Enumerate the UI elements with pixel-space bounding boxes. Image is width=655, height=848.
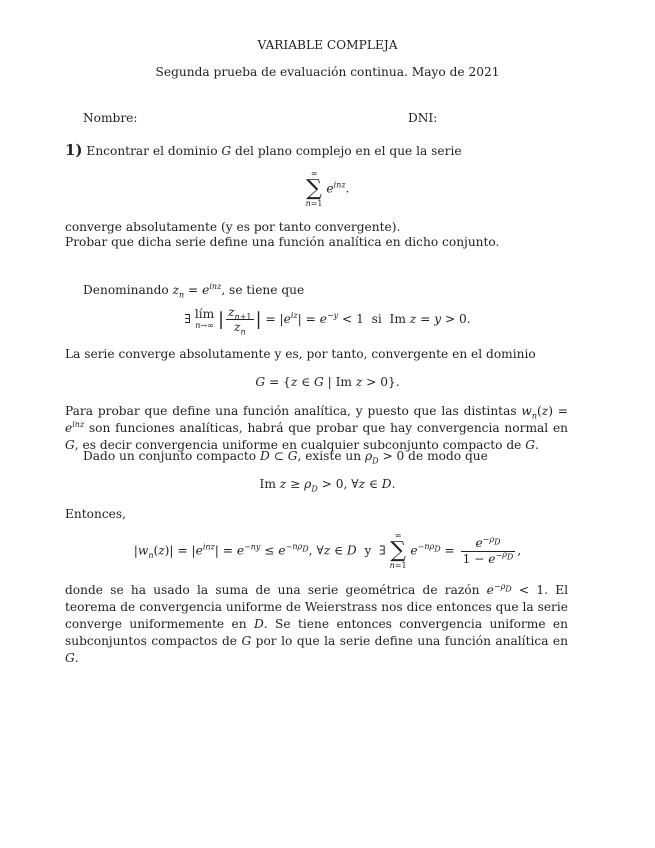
solution-p5: Entonces, [65, 507, 126, 521]
problem-statement-line1 [65, 140, 462, 161]
document-subtitle: Segunda prueba de evaluación continua. Mayo de 2021 [155, 65, 500, 79]
solution-p1: Denominando $z_n = e^{inz}$, se tiene que [83, 281, 305, 300]
problem-text-1: Encontrar el dominio G del plano complejo en el que la serie [86, 144, 462, 158]
document-title: VARIABLE COMPLEJA [257, 38, 398, 52]
solution-p6: donde se ha usado la suma de una serie geométrica de razón $e^{-\rho_D} < 1$. El teorema de convergencia uniforme de Weierstrass nos dice entonces que la serie converge uniformemente en D. Se tiene entonces convergencia uniforme en subconjuntos compactos de G por lo que la serie define una función analítica en G. [65, 581, 568, 666]
ratio-test-equation: ∃ lím n→∞ | $\frac{z_{n+1}}{z_n}$ | = $|e^{iz}| = e^{-y} < 1$ si Im z = y > 0. [184, 305, 471, 337]
weierstrass-bound-equation: $|w_n(z)| = |e^{inz}| = e^{-ny} \le e^{-n\rho_D}$, ∀z ∈ D y ∃ ∞ ∑ n=1 $e^{-n\rho_D}$ = $\frac{e^{-\rho_D}}{1 - e^{-\rho_D}}$ , [133, 531, 522, 570]
solution-p4: Dado un conjunto compacto D ⊂ G, existe un $\rho_D > 0$ de modo que [83, 449, 488, 466]
problem-text-2: converge absolutamente (y es por tanto convergente). [65, 220, 401, 234]
solution-p3: Para probar que define una función analítica, y puesto que las distintas $w_n(z) = e^{inz}$ son funciones analíticas, habrá que probar que hay convergencia normal en G, es decir convergencia uniforme en cualquier subconjunto compacto de G. [65, 404, 568, 453]
solution-p2: La serie converge absolutamente y es, por tanto, convergente en el dominio [65, 347, 536, 361]
name-label: Nombre: [83, 111, 138, 125]
problem-text-3: Probar que dicha serie define una función analítica en dicho conjunto. [65, 235, 500, 249]
problem-number: 1) [65, 141, 83, 159]
compact-bound-equation: Im $z \ge \rho_D > 0$, ∀z ∈ D. [259, 477, 396, 494]
series-equation: ∞ ∑ n=1 $e^{inz}$. [305, 169, 350, 208]
dni-label: DNI: [408, 111, 438, 125]
domain-equation: G = {z ∈ G | Im z > 0}. [255, 375, 400, 389]
